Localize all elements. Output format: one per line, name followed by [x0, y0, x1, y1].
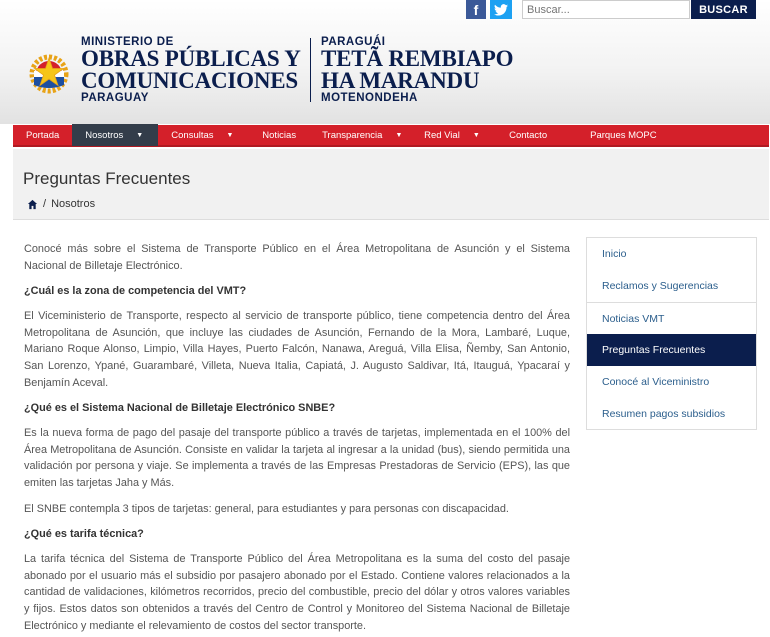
nav-item-portada[interactable]	[13, 124, 72, 146]
logo-gn-line2: TETÃ REMBIAPO	[321, 46, 514, 71]
breadcrumb	[27, 198, 95, 210]
logo-gn-line4: MOTENONDEHA	[321, 92, 418, 104]
twitter-icon[interactable]	[490, 0, 512, 19]
sidebar-item-label: Reclamos y Sugerencias	[602, 280, 719, 292]
sidebar-item-label: Conocé al Viceministro	[602, 376, 710, 388]
nav-item-red-vial[interactable]	[411, 124, 491, 146]
nav-item-parques-mopc[interactable]	[577, 124, 670, 146]
page-title: Preguntas Frecuentes	[23, 169, 191, 188]
faq-question: ¿Cuál es la zona de competencia del VMT?	[24, 285, 247, 298]
logo-es-line1: MINISTERIO DE	[81, 36, 174, 48]
caret-down-icon: ▼	[226, 131, 234, 139]
faq-question: ¿Qué es tarifa técnica?	[24, 528, 144, 541]
star-seal-icon	[24, 49, 74, 99]
sidebar-item-preguntas-frecuentes[interactable]	[587, 334, 756, 366]
caret-down-icon: ▼	[472, 131, 480, 139]
mopc-name-es	[81, 36, 301, 104]
nav-label: Portada	[26, 129, 60, 141]
nav-label: Parques MOPC	[590, 129, 657, 141]
intro-text: Conocé más sobre el Sistema de Transporte Público en el Área Metropolitana de Asunción y el Sistema Nacional de Billetaje Electrónico.	[24, 243, 570, 272]
mopc-name-gn	[321, 36, 513, 104]
search-button[interactable]: BUSCAR	[691, 0, 756, 19]
sidebar-menu	[586, 237, 757, 430]
nav-label: Nosotros	[85, 129, 124, 141]
sidebar-item-noticias-vmt[interactable]	[587, 302, 756, 334]
nav-item-transparencia[interactable]	[309, 124, 411, 146]
sidebar-item-resumen-pagos[interactable]	[587, 398, 756, 430]
nav-item-nosotros[interactable]	[72, 124, 158, 146]
sidebar-item-label: Inicio	[602, 248, 627, 260]
home-icon[interactable]	[27, 199, 38, 210]
faq-answer: El Viceministerio de Transporte, respecto al servicio de transporte público, tiene competencia dentro del Área Metropolitana de Asunción, que incluye las ciudades de Asunción, Fernando de la Mora, Lambaré, Luque, Mariano Roque Alonso, Limpio, Villa Hayes, Puerto Falcón, Nanawa, Areguá, Villa Elisa, Ñemby, San Antonio, San Lorenzo, Ypané, Guarambaré, Villeta, Nueva Italia, Capiatá, J. Augusto Saldivar, Itá, Itauguá, Ypacaraí y Benjamín Aceval.	[24, 310, 570, 389]
faq-answer: Es la nueva forma de pago del pasaje del transporte público a través de tarjetas, implementada en el 100% del Área Metropolitana de Asunción. Consiste en validar la tarjeta al ingresar a la unidad (bus), siendo permitida una validación por persona y viaje. Se implementa a través de las Empresas Prestadoras de Servicio (EPS), las que emiten las tarjetas Jaha y Más.	[24, 427, 570, 489]
logo-gn-line3: HA MARANDU	[321, 68, 480, 93]
twitter-bird-icon	[494, 4, 508, 16]
breadcrumb-item-nosotros[interactable]: Nosotros	[51, 198, 96, 210]
breadcrumb-separator: /	[43, 198, 47, 210]
caret-down-icon: ▼	[136, 131, 144, 139]
logo-gn-line1: PARAGUÁI	[321, 36, 386, 48]
nav-label: Noticias	[262, 129, 297, 141]
search-input[interactable]	[522, 0, 690, 19]
facebook-icon[interactable]: f	[466, 0, 486, 19]
social-links	[466, 0, 512, 19]
logo-es-line3: COMUNICACIONES	[81, 68, 298, 93]
logo-es-line2: OBRAS PÚBLICAS Y	[81, 46, 301, 71]
nav-item-noticias[interactable]	[244, 124, 309, 146]
sidebar-item-label: Resumen pagos subsidios	[602, 408, 726, 420]
sidebar-item-viceministro[interactable]	[587, 366, 756, 398]
faq-content	[24, 241, 570, 637]
logo-divider	[310, 38, 311, 102]
faq-answer: La tarifa técnica del Sistema de Transporte Público del Área Metropolitana es la suma del costo del pasaje abonado por el usuario más el subsidio por pasajero abonado por el Estado. Contiene valores relacionados a la cantidad de validaciones, kilómetros recorridos, precio del combustible, precio del dólar y otros valores variables y fijos. Estos datos son obtenidos a través del Centro de Control y Monitoreo del Sistema Nacional de Billetaje Electrónico y mediante el relevamiento de costos del sector transporte.	[24, 553, 570, 632]
sidebar-item-label: Noticias VMT	[602, 312, 665, 325]
main-nav	[13, 125, 769, 147]
site-header	[0, 0, 770, 124]
mopc-logo[interactable]	[24, 36, 524, 108]
nav-label: Red Vial	[424, 129, 460, 141]
nav-label: Consultas	[171, 129, 214, 141]
logo-es-line4: PARAGUAY	[81, 92, 149, 104]
sidebar-item-inicio[interactable]	[587, 238, 756, 270]
nav-label: Contacto	[509, 129, 548, 141]
nav-label: Transparencia	[322, 129, 383, 141]
sidebar-item-label: Preguntas Frecuentes	[602, 344, 706, 356]
nav-item-contacto[interactable]	[491, 124, 577, 146]
nav-item-consultas[interactable]	[158, 124, 244, 146]
faq-answer: El SNBE contempla 3 tipos de tarjetas: general, para estudiantes y para personas con discapacidad.	[24, 502, 509, 515]
caret-down-icon: ▼	[395, 131, 403, 139]
page-title-bar	[13, 149, 769, 220]
faq-question: ¿Qué es el Sistema Nacional de Billetaje Electrónico SNBE?	[24, 402, 336, 415]
sidebar-item-reclamos[interactable]	[587, 270, 756, 302]
